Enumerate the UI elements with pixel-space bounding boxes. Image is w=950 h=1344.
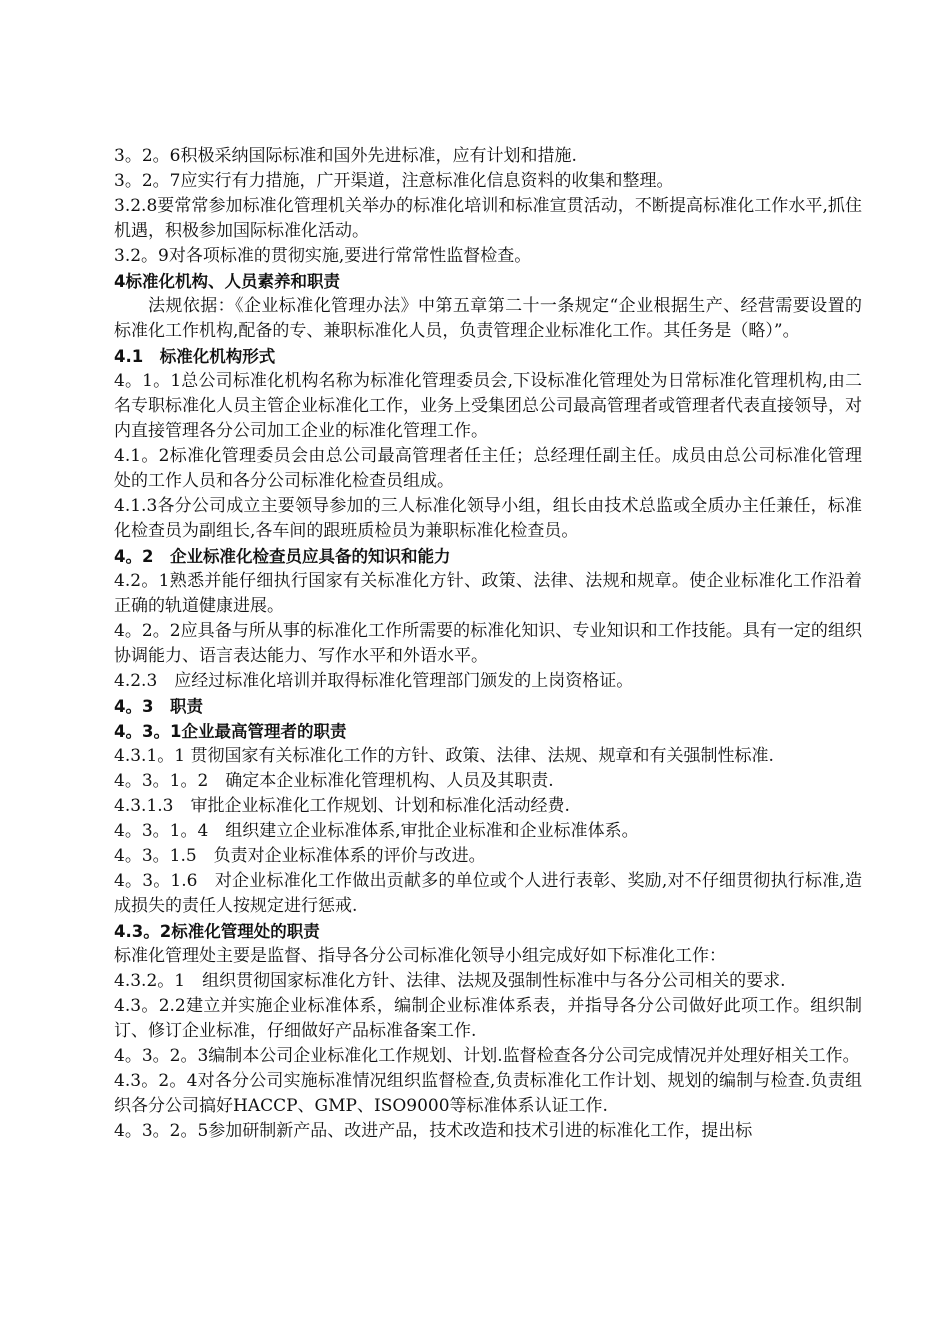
body-paragraph: 法规依据：《企业标准化管理办法》中第五章第二十一条规定“企业根据生产、经营需要设置的标准化工作机构,配备的专、兼职标准化人员，负责管理企业标准化工作。其任务是（略）”。 — [114, 296, 862, 341]
body-paragraph: 4.3。2。4对各分公司实施标准情况组织监督检查,负责标准化工作计划、规划的编制与检查.负责组织各分公司搞好HACCP、GMP、ISO9000等标准体系认证工作. — [114, 1071, 862, 1116]
section-heading: 4标准化机构、人员素养和职责 — [114, 272, 340, 291]
section-heading: 4。3 职责 — [114, 697, 203, 716]
body-paragraph: 4。2。2应具备与所从事的标准化工作所需要的标准化知识、专业知识和工作技能。具有一定的组织协调能力、语言表达能力、写作水平和外语水平。 — [114, 621, 862, 666]
body-paragraph: 4。3。2。5参加研制新产品、改进产品，技术改造和技术引进的标准化工作，提出标 — [114, 1121, 753, 1141]
body-paragraph: 标准化管理处主要是监督、指导各分公司标准化领导小组完成好如下标准化工作： — [114, 946, 726, 966]
body-paragraph: 4。3。2。3编制本公司企业标准化工作规划、计划.监督检查各分公司完成情况并处理好相关工作。 — [114, 1046, 860, 1066]
body-paragraph: 4.2。1熟悉并能仔细执行国家有关标准化方针、政策、法律、法规和规章。使企业标准化工作沿着正确的轨道健康进展。 — [114, 571, 862, 616]
body-paragraph: 3。2。7应实行有力措施，广开渠道，注意标准化信息资料的收集和整理。 — [114, 171, 674, 191]
body-paragraph: 3.2。9对各项标准的贯彻实施,要进行常常性监督检查。 — [114, 246, 532, 266]
section-heading: 4.3。2标准化管理处的职责 — [114, 922, 320, 941]
body-paragraph: 3。2。6积极采纳国际标准和国外先进标准，应有计划和措施. — [114, 146, 577, 166]
body-paragraph: 4.1。2标准化管理委员会由总公司最高管理者任主任；总经理任副主任。成员由总公司标准化管理处的工作人员和各分公司标准化检查员组成。 — [114, 446, 862, 491]
body-paragraph: 4.2.3 应经过标准化培训并取得标准化管理部门颁发的上岗资格证。 — [114, 671, 634, 691]
section-heading: 4。2 企业标准化检查员应具备的知识和能力 — [114, 547, 451, 566]
section-heading: 4.1 标准化机构形式 — [114, 347, 276, 366]
body-paragraph: 4。3。1.6 对企业标准化工作做出贡献多的单位或个人进行表彰、奖励,对不仔细贯彻执行标准,造成损失的责任人按规定进行惩戒. — [114, 871, 862, 916]
body-paragraph: 4。3。1。2 确定本企业标准化管理机构、人员及其职责. — [114, 771, 554, 791]
body-paragraph: 4.3.1.3 审批企业标准化工作规划、计划和标准化活动经费. — [114, 796, 570, 816]
document-page — [114, 144, 862, 1144]
body-paragraph: 4.3.2。1 组织贯彻国家标准化方针、法律、法规及强制性标准中与各分公司相关的要求. — [114, 971, 786, 991]
body-paragraph: 3.2.8要常常参加标准化管理机关举办的标准化培训和标准宣贯活动，不断提高标准化工作水平,抓住机遇，积极参加国际标准化活动。 — [114, 196, 862, 241]
body-paragraph: 4.3。2.2建立并实施企业标准体系，编制企业标准体系表，并指导各分公司做好此项工作。组织制订、修订企业标准，仔细做好产品标准备案工作. — [114, 996, 862, 1041]
body-paragraph: 4。1。1总公司标准化机构名称为标准化管理委员会,下设标准化管理处为日常标准化管理机构,由二名专职标准化人员主管企业标准化工作，业务上受集团总公司最高管理者或管理者代表直接领导，对内直接管理各分公司加工企业的标准化管理工作。 — [114, 371, 862, 441]
body-paragraph: 4.3.1。1 贯彻国家有关标准化工作的方针、政策、法律、法规、规章和有关强制性标准. — [114, 746, 774, 766]
body-paragraph: 4。3。1。4 组织建立企业标准体系,审批企业标准和企业标准体系。 — [114, 821, 639, 841]
body-paragraph: 4.1.3各分公司成立主要领导参加的三人标准化领导小组，组长由技术总监或全质办主任兼任，标准化检查员为副组长,各车间的跟班质检员为兼职标准化检查员。 — [114, 496, 862, 541]
body-paragraph: 4。3。1.5 负责对企业标准体系的评价与改进。 — [114, 846, 486, 866]
section-heading: 4。3。1企业最高管理者的职责 — [114, 722, 347, 741]
